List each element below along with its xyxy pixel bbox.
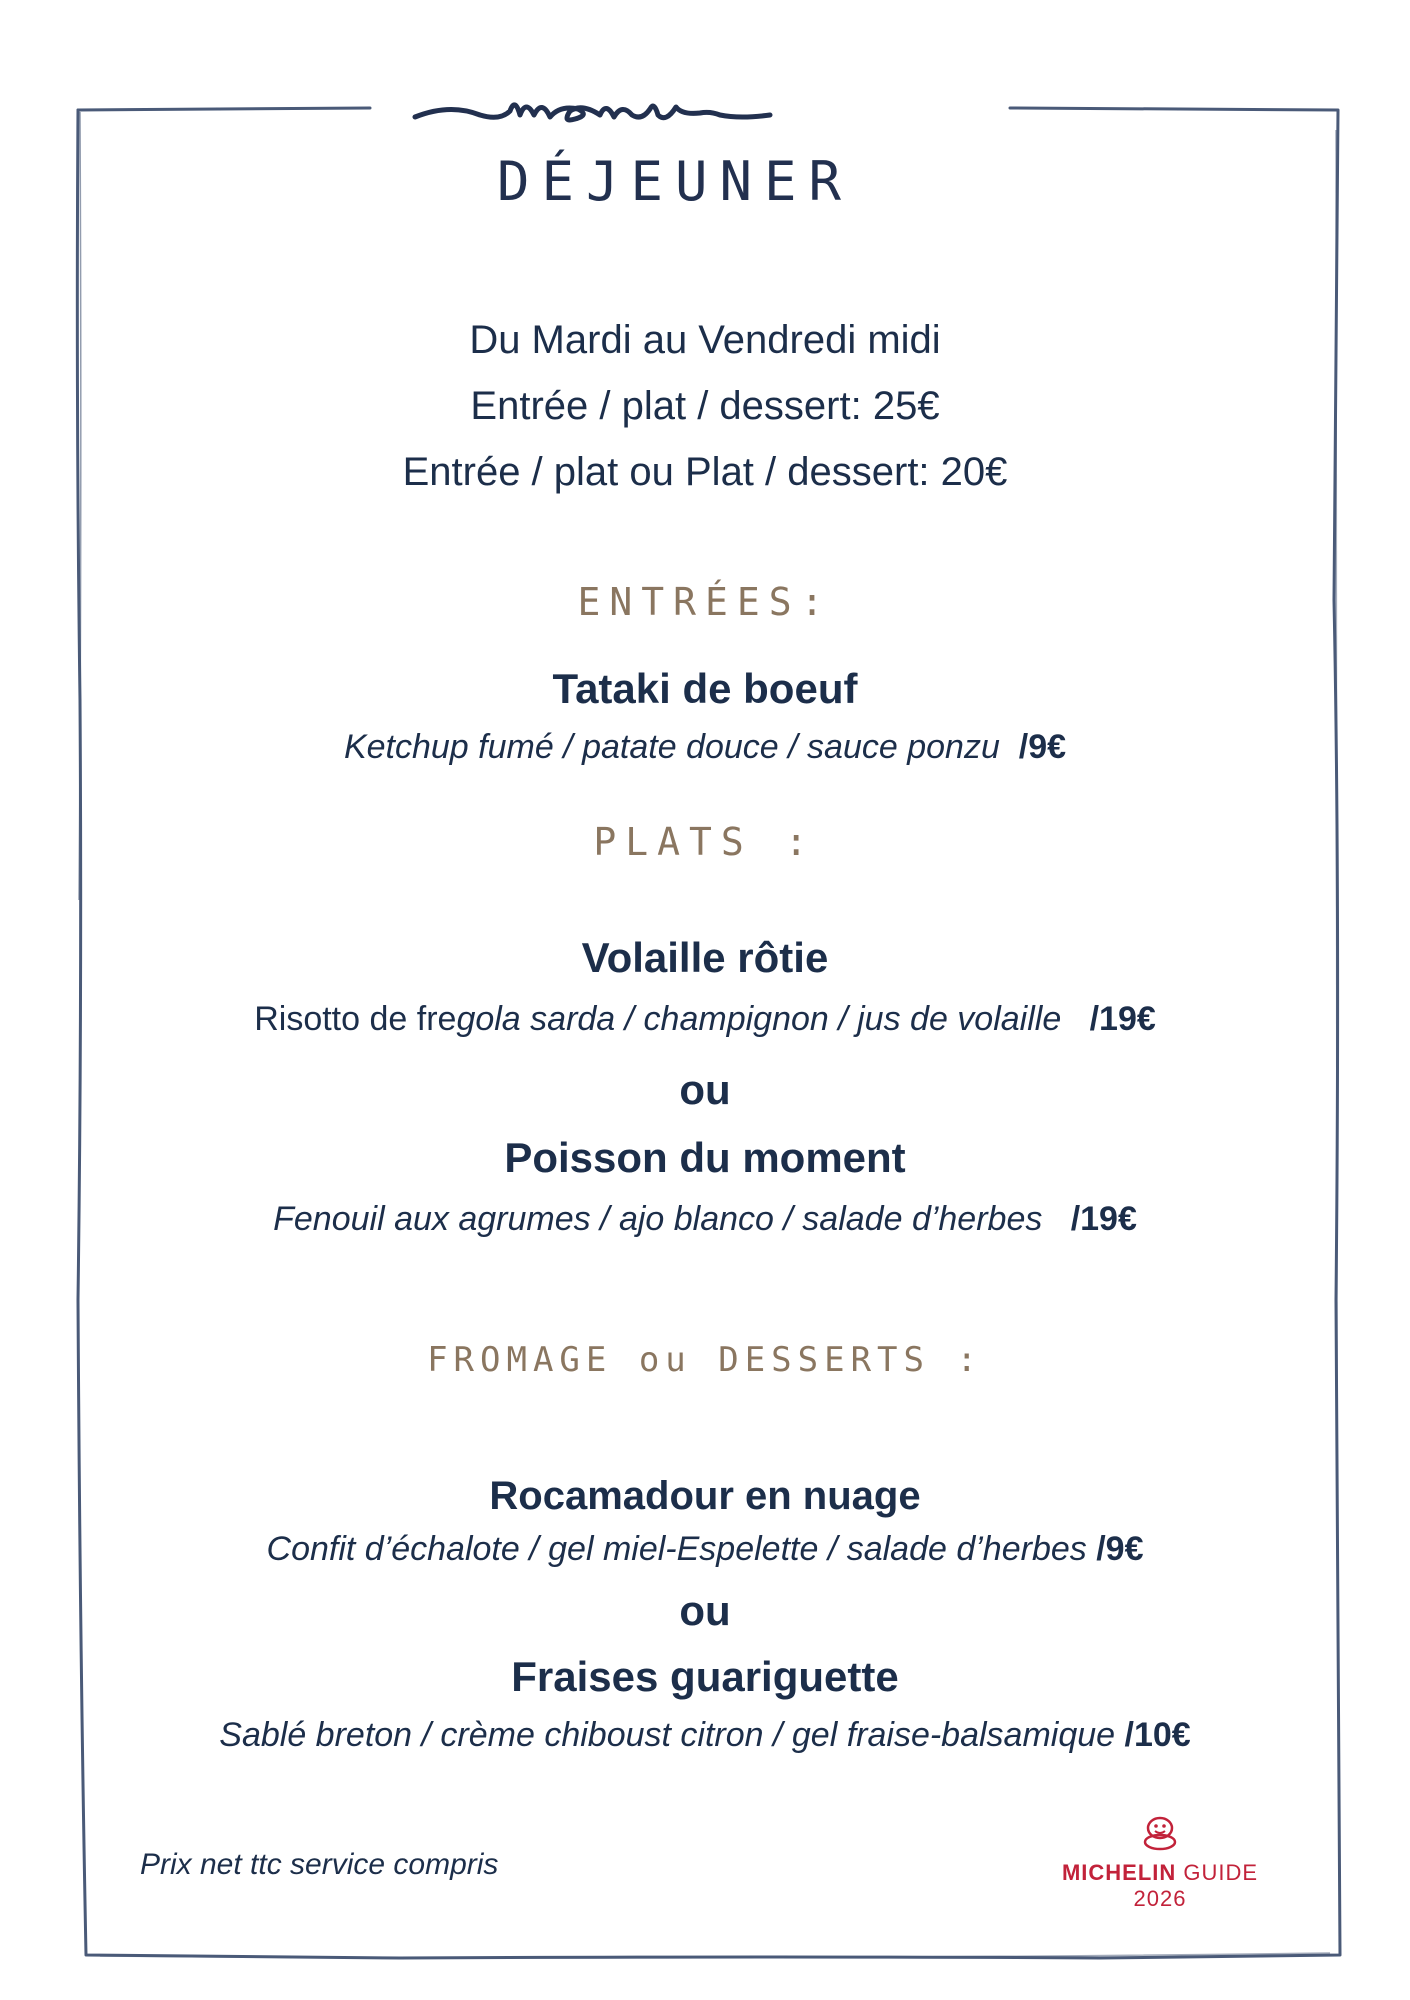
intro-formula-partial: Entrée / plat ou Plat / dessert: 20€ xyxy=(402,450,1008,494)
section-heading-desserts: FROMAGE ou DESSERTS : xyxy=(427,1340,983,1380)
dish-desc-text: Fenouil aux agrumes / ajo blanco / salade d’herbes xyxy=(273,1200,1043,1238)
dish-desc-text: Confit d’échalote / gel miel-Espelette / salade d’herbes xyxy=(266,1530,1087,1568)
menu-script-title xyxy=(410,75,940,145)
michelin-brand xyxy=(1040,1860,1280,1886)
dish-desc-text-italic: gola sarda / champignon / jus de volaille xyxy=(456,1000,1062,1038)
dish-desc-poisson xyxy=(0,1200,1410,1239)
dish-desc-tataki xyxy=(0,728,1410,767)
section-heading-entrees: ENTRÉES: xyxy=(577,580,833,624)
dish-price: /19€ xyxy=(1089,1000,1156,1038)
section-heading-plats: PLATS : xyxy=(593,820,817,864)
dish-name-poisson: Poisson du moment xyxy=(504,1134,906,1181)
dish-desc-text: Sablé breton / crème chiboust citron / gel fraise-balsamique xyxy=(219,1716,1116,1754)
michelin-guide-badge xyxy=(1040,1815,1280,1912)
dish-desc-fraises xyxy=(0,1716,1410,1755)
dish-name-rocamadour: Rocamadour en nuage xyxy=(489,1474,921,1518)
michelin-brand-guide: GUIDE xyxy=(1176,1860,1259,1885)
dish-desc-volaille xyxy=(0,1000,1410,1039)
dish-name-volaille: Volaille rôtie xyxy=(581,934,829,981)
dish-desc-rocamadour xyxy=(0,1530,1410,1569)
dish-price: /10€ xyxy=(1124,1716,1191,1754)
separator-ou: ou xyxy=(679,1066,731,1113)
dish-name-tataki: Tataki de boeuf xyxy=(552,665,858,712)
dish-desc-text-plain: Risotto de fre xyxy=(254,1000,457,1038)
dish-price: /9€ xyxy=(1096,1530,1144,1568)
dish-price: /19€ xyxy=(1070,1200,1137,1238)
bibendum-icon xyxy=(1140,1815,1180,1851)
michelin-brand-bold: MICHELIN xyxy=(1061,1860,1177,1885)
intro-days: Du Mardi au Vendredi midi xyxy=(469,318,941,362)
michelin-year: 2026 xyxy=(1133,1886,1187,1911)
dish-desc-text: Ketchup fumé / patate douce / sauce ponzu xyxy=(343,728,1000,766)
price-note: Prix net ttc service compris xyxy=(140,1848,499,1881)
dish-price: /9€ xyxy=(1018,728,1067,766)
dish-name-fraises: Fraises guariguette xyxy=(511,1653,899,1700)
menu-title: DÉJEUNER xyxy=(496,150,854,213)
separator-ou: ou xyxy=(679,1587,731,1634)
intro-formula-full: Entrée / plat / dessert: 25€ xyxy=(470,384,940,428)
